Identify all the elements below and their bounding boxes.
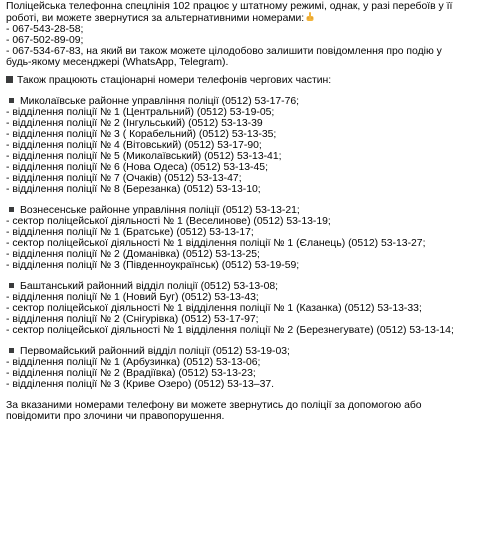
- list-item: - відділення поліції № 5 (Миколаївський) (0512) 53-13-41;: [6, 151, 282, 162]
- list-item: - відділення поліції № 1 (Арбузинка) (0512) 53-13-06;: [6, 357, 261, 368]
- pointing-down-hand-icon: [305, 12, 315, 22]
- list-item: - сектор поліцейської діяльності № 1 (Веселинове) (0512) 53-13-19;: [6, 216, 331, 227]
- intro-line-2-text: роботі, ви можете звернутися за альтернативними номерами:: [6, 13, 305, 24]
- stationary-intro: [6, 75, 496, 86]
- section-header: [6, 346, 496, 357]
- list-item: - відділення поліції № 2 (Інгульський) (0512) 53-13-39: [6, 118, 263, 129]
- list-item: - відділення поліції № 6 (Нова Одеса) (0512) 53-13-45;: [6, 162, 268, 173]
- list-item: - відділення поліції № 2 (Врадіївка) (0512) 53-13-23;: [6, 368, 256, 379]
- black-square-icon: [6, 76, 13, 83]
- list-item: - сектор поліцейської діяльності № 1 відділення поліції № 2 (Березнегувате) (0512) 53-13-14;: [6, 325, 454, 336]
- section-header: [6, 205, 496, 216]
- small-square-icon: [9, 98, 14, 103]
- list-item: - відділення поліції № 2 (Доманівка) (0512) 53-13-25;: [6, 249, 260, 260]
- section-header-text: Миколаївське районне управління поліції (0512) 53-17-76;: [20, 96, 300, 107]
- intro-line-2: [6, 12, 496, 24]
- section-header-text: Вознесенське районне управління поліції (0512) 53-13-21;: [20, 205, 300, 216]
- closing-line-1: За вказаними номерами телефону ви можете звернутись до поліції за допомогою або: [6, 400, 422, 411]
- alt-number-1: - 067-543-28-58;: [6, 24, 84, 35]
- section-header: [6, 281, 496, 292]
- list-item: - відділення поліції № 3 (Південноукраїнськ) (0512) 53-19-59;: [6, 260, 300, 271]
- list-item: - відділення поліції № 1 (Центральний) (0512) 53-19-05;: [6, 107, 275, 118]
- section-header: [6, 96, 496, 107]
- section-header-text: Баштанський районний відділ поліції (0512) 53-13-08;: [20, 281, 279, 292]
- list-item: - відділення поліції № 1 (Братське) (0512) 53-13-17;: [6, 227, 254, 238]
- list-item: - сектор поліцейської діяльності № 1 відділення поліції № 1 (Казанка) (0512) 53-13-33;: [6, 303, 422, 314]
- alt-number-2: - 067-502-89-09;: [6, 35, 84, 46]
- list-item: - відділення поліції № 1 (Новий Буг) (0512) 53-13-43;: [6, 292, 259, 303]
- alt-number-3-cont: будь-якому месенджері (WhatsApp, Telegram).: [6, 57, 229, 68]
- list-item: - сектор поліцейської діяльності № 1 відділення поліції № 1 (Єланець) (0512) 53-13-27;: [6, 238, 426, 249]
- list-item: - відділення поліції № 2 (Снігурівка) (0512) 53-17-97;: [6, 314, 259, 325]
- list-item: - відділення поліції № 7 (Очаків) (0512) 53-13-47;: [6, 173, 242, 184]
- section-header-text: Первомайський районний відділ поліції (0512) 53-19-03;: [20, 346, 290, 357]
- list-item: - відділення поліції № 4 (Вітовський) (0512) 53-17-90;: [6, 140, 262, 151]
- small-square-icon: [9, 283, 14, 288]
- list-item: - відділення поліції № 3 ( Корабельний) (0512) 53-13-35;: [6, 129, 277, 140]
- intro-line-1: Поліцейська телефонна спецлінія 102 працює у штатному режимі, однак, у разі перебоїв у її: [6, 1, 453, 12]
- list-item: - відділення поліції № 3 (Криве Озеро) (0512) 53-13–37.: [6, 379, 275, 390]
- stationary-intro-text: Також працюють стаціонарні номери телефонів чергових частин:: [17, 75, 332, 86]
- list-item: - відділення поліції № 8 (Березанка) (0512) 53-13-10;: [6, 184, 261, 195]
- small-square-icon: [9, 207, 14, 212]
- alt-number-3: - 067-534-67-83, на який ви також можете цілодобово залишити повідомлення про подію у: [6, 46, 442, 57]
- small-square-icon: [9, 348, 14, 353]
- closing-line-2: повідомити про злочини чи правопорушення.: [6, 411, 225, 422]
